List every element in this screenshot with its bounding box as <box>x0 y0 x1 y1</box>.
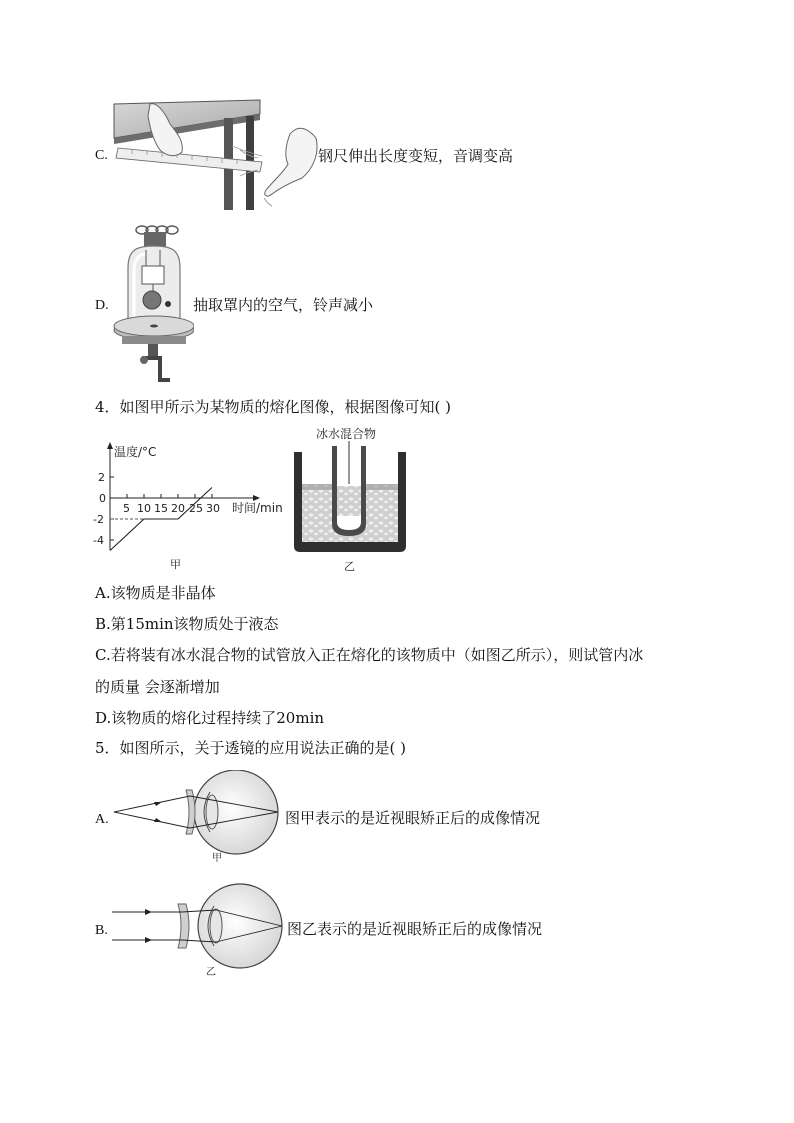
option-c-letter: C. <box>95 148 108 163</box>
x-tick-15: 15 <box>154 502 168 515</box>
q5-option-b-letter: B. <box>95 923 108 938</box>
bell-jar-figure <box>112 220 194 384</box>
y-axis-label: 温度/°C <box>114 445 157 459</box>
x-tick-25: 25 <box>189 502 203 515</box>
q4-option-c-line1: C.若将装有冰水混合物的试管放入正在熔化的该物质中（如图乙所示），则试管内冰 <box>95 646 644 664</box>
y-tick-neg2: -2 <box>93 513 104 526</box>
steel-ruler-figure <box>112 98 322 212</box>
x-tick-10: 10 <box>137 502 151 515</box>
eye-diagram-b <box>112 882 284 978</box>
y-tick-2: 2 <box>98 471 105 484</box>
eye-diagram-a <box>112 770 284 864</box>
x-axis-label: 时间/min <box>232 501 283 515</box>
x-tick-5: 5 <box>123 502 130 515</box>
q5-option-a-text: 图甲表示的是近视眼矫正后的成像情况 <box>285 809 541 827</box>
q4-stem: 4．如图甲所示为某物质的熔化图像，根据图像可知( ) <box>95 398 452 416</box>
option-d-text: 抽取罩内的空气，铃声减小 <box>193 296 374 314</box>
eye-b-caption: 乙 <box>206 967 216 978</box>
q4-option-d: D.该物质的熔化过程持续了20min <box>95 709 325 727</box>
q4-option-a: A.该物质是非晶体 <box>95 584 216 602</box>
beaker-label: 冰水混合物 <box>316 427 377 441</box>
beaker-caption: 乙 <box>344 560 355 573</box>
graph-caption: 甲 <box>170 558 181 571</box>
q5-option-a-letter: A. <box>95 812 109 827</box>
q5-option-b-text: 图乙表示的是近视眼矫正后的成像情况 <box>287 920 543 938</box>
q5-stem: 5．如图所示，关于透镜的应用说法正确的是( ) <box>95 739 407 757</box>
option-d-letter: D. <box>95 298 109 313</box>
x-tick-30: 30 <box>206 502 220 515</box>
eye-a-caption: 甲 <box>212 853 222 864</box>
q4-option-b: B.第15min该物质处于液态 <box>95 615 279 633</box>
y-tick-0: 0 <box>99 492 106 505</box>
y-tick-neg4: -4 <box>93 534 104 547</box>
x-tick-20: 20 <box>171 502 185 515</box>
option-c-text: 钢尺伸出长度变短，音调变高 <box>318 147 514 165</box>
melting-graph <box>92 436 288 576</box>
ice-water-beaker-figure <box>288 424 412 576</box>
q4-option-c-line2: 的质量 会逐渐增加 <box>95 678 220 696</box>
